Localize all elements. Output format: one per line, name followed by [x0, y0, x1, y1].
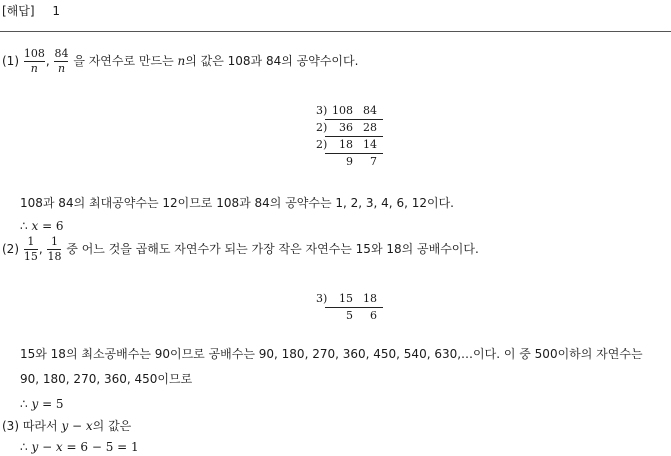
final-result: ∴ y − x = 6 − 5 = 1: [20, 440, 139, 454]
fraction-84-over-n: $\frac{84}{n}$: [54, 47, 69, 75]
lcm-explanation-line2: 90, 180, 270, 360, 450이므로: [20, 372, 193, 386]
part2-label: (2): [2, 242, 19, 256]
part1-result: ∴ x = 6: [20, 219, 64, 233]
part3-label: (3): [2, 419, 19, 433]
division-ladder-2: 3 ) 15 18 5 6: [311, 292, 391, 326]
fraction-108-over-n: $\frac{108}{n}$: [23, 47, 45, 75]
fraction-1-over-15: $\frac{1}{15}$: [23, 235, 38, 263]
fraction-1-over-18: $\frac{1}{18}$: [47, 235, 62, 263]
answer-header: [2, 4, 60, 18]
part3-statement: (3) 따라서 y − x의 값은: [2, 419, 132, 433]
problem-number: 1: [52, 4, 61, 18]
part2-statement: (2) $\frac{1}{15}$ , $\frac{1}{18}$ 중 어느 것을 곱해도 자연수가 되는 가장 작은 자연수는 15와 18의 공배수이다.: [2, 235, 479, 263]
answer-title: [해답]: [2, 4, 35, 18]
gcd-explanation: 108과 84의 최대공약수는 12이므로 108과 84의 공약수는 1, 2, 3, 4, 6, 12이다.: [20, 196, 454, 210]
part1-label: (1): [2, 54, 19, 68]
part1-statement: (1) $\frac{108}{n}$ , $\frac{84}{n}$ 을 자연수로 만드는 n의 값은 108과 84의 공약수이다.: [2, 47, 359, 75]
lcm-explanation-line1: 15와 18의 최소공배수는 90이므로 공배수는 90, 180, 270, 360, 450, 540, 630,…이다. 이 중 500이하의 자연수는: [20, 347, 643, 361]
division-ladder-1: 3 ) 108 84 2 ) 36 28 2 ) 18 14 9 7: [311, 104, 391, 172]
part2-result: ∴ y = 5: [20, 397, 64, 411]
header-divider: [0, 31, 671, 32]
